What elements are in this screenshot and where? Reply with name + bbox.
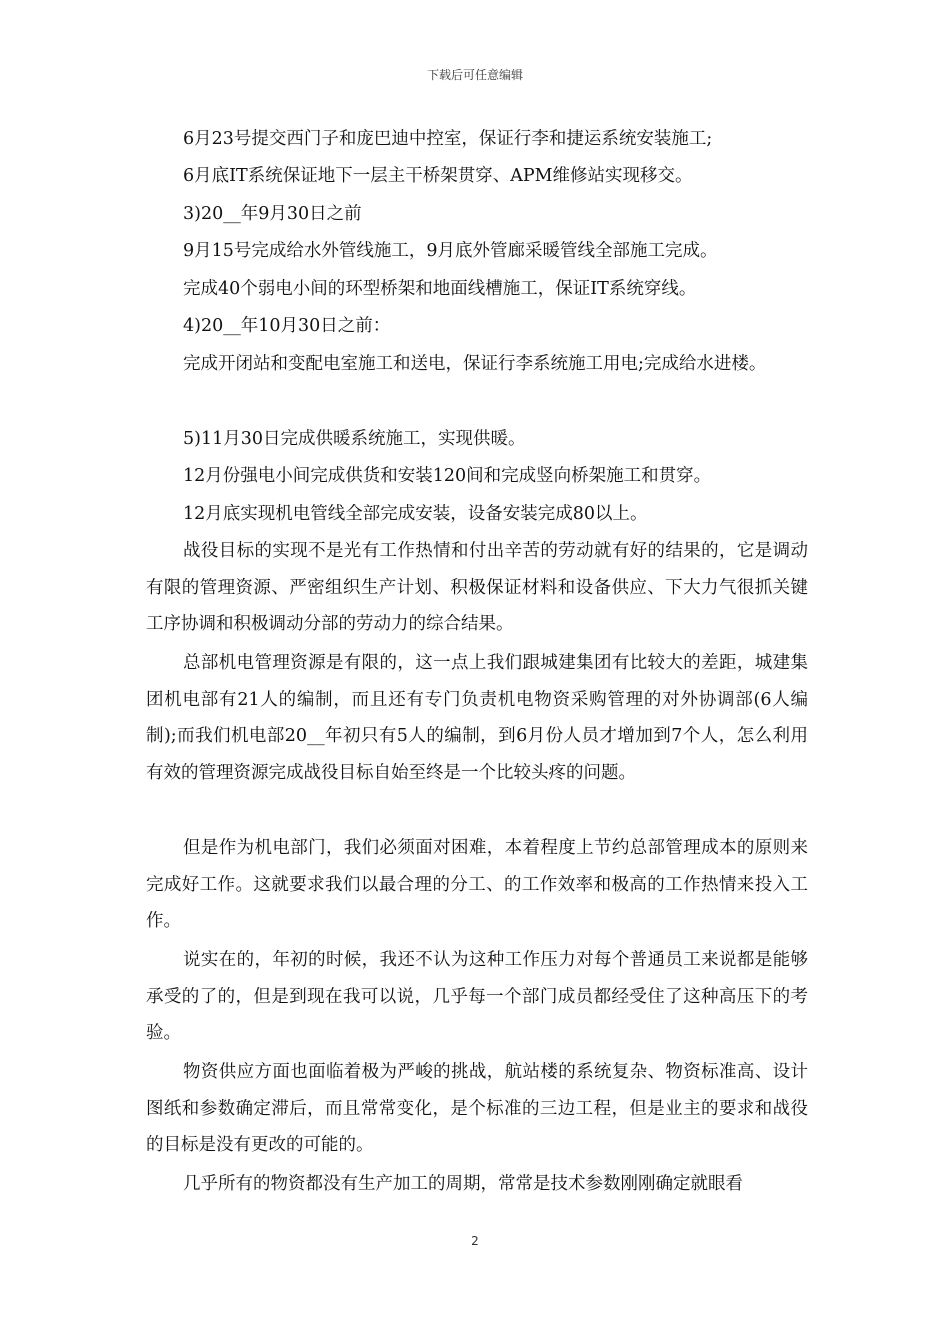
text-line: 完成开闭站和变配电室施工和送电，保证行李系统施工用电;完成给水进楼。: [183, 354, 767, 374]
paragraph: 但是作为机电部门，我们必须面对困难，本着程度上节约总部管理成本的原则来完成好工作。这就要求我们以最合理的分工、的工作效率和极高的工作热情来投入工作。: [146, 838, 808, 931]
text-line: 3)20__年9月30日之前: [183, 204, 362, 224]
text-line: 4)20__年10月30日之前：: [183, 316, 391, 336]
paragraph: 说实在的，年初的时候，我还不认为这种工作压力对每个普通员工来说都是能够承受的了的，但是到现在我可以说，几乎每一个部门成员都经受住了这种高压下的考验。: [146, 950, 808, 1043]
text-line: 6月底IT系统保证地下一层主干桥架贯穿、APM维修站实现移交。: [183, 166, 693, 186]
page-header: 下载后可任意编辑: [426, 68, 523, 82]
text-line: 6月23号提交西门子和庞巴迪中控室，保证行李和捷运系统安装施工;: [183, 129, 713, 149]
paragraph: 物资供应方面也面临着极为严峻的挑战，航站楼的系统复杂、物资标准高、设计图纸和参数确定滞后，而且常常变化，是个标准的三边工程，但是业主的要求和战役的目标是没有更改的可能的。: [146, 1062, 808, 1155]
paragraph: 几乎所有的物资都没有生产加工的周期，常常是技术参数刚刚确定就眼看: [183, 1174, 743, 1194]
page-number: 2: [471, 1234, 479, 1248]
text-line: 12月底实现机电管线全部完成安装，设备安装完成80以上。: [183, 504, 648, 524]
paragraph: 总部机电管理资源是有限的，这一点上我们跟城建集团有比较大的差距，城建集团机电部有21人的编制，而且还有专门负责机电物资采购管理的对外协调部(6人编制);而我们机电部20__年初只有5人的编制，到6月份人员才增加到7个人，怎么利用有效的管理资源完成战役目标自始至终是一个比较头疼的问题。: [146, 653, 808, 783]
text-line: 完成40个弱电小间的环型桥架和地面线槽施工，保证IT系统穿线。: [183, 279, 697, 299]
text-line: 9月15号完成给水外管线施工，9月底外管廊采暖管线全部施工完成。: [183, 241, 718, 261]
text-line: 5)11月30日完成供暖系统施工，实现供暖。: [183, 429, 526, 449]
text-line: 12月份强电小间完成供货和安装120间和完成竖向桥架施工和贯穿。: [183, 466, 712, 486]
paragraph: 战役目标的实现不是光有工作热情和付出辛苦的劳动就有好的结果的，它是调动有限的管理资源、严密组织生产计划、积极保证材料和设备供应、下大力气很抓关键工序协调和积极调动分部的劳动力的综合结果。: [146, 541, 808, 634]
